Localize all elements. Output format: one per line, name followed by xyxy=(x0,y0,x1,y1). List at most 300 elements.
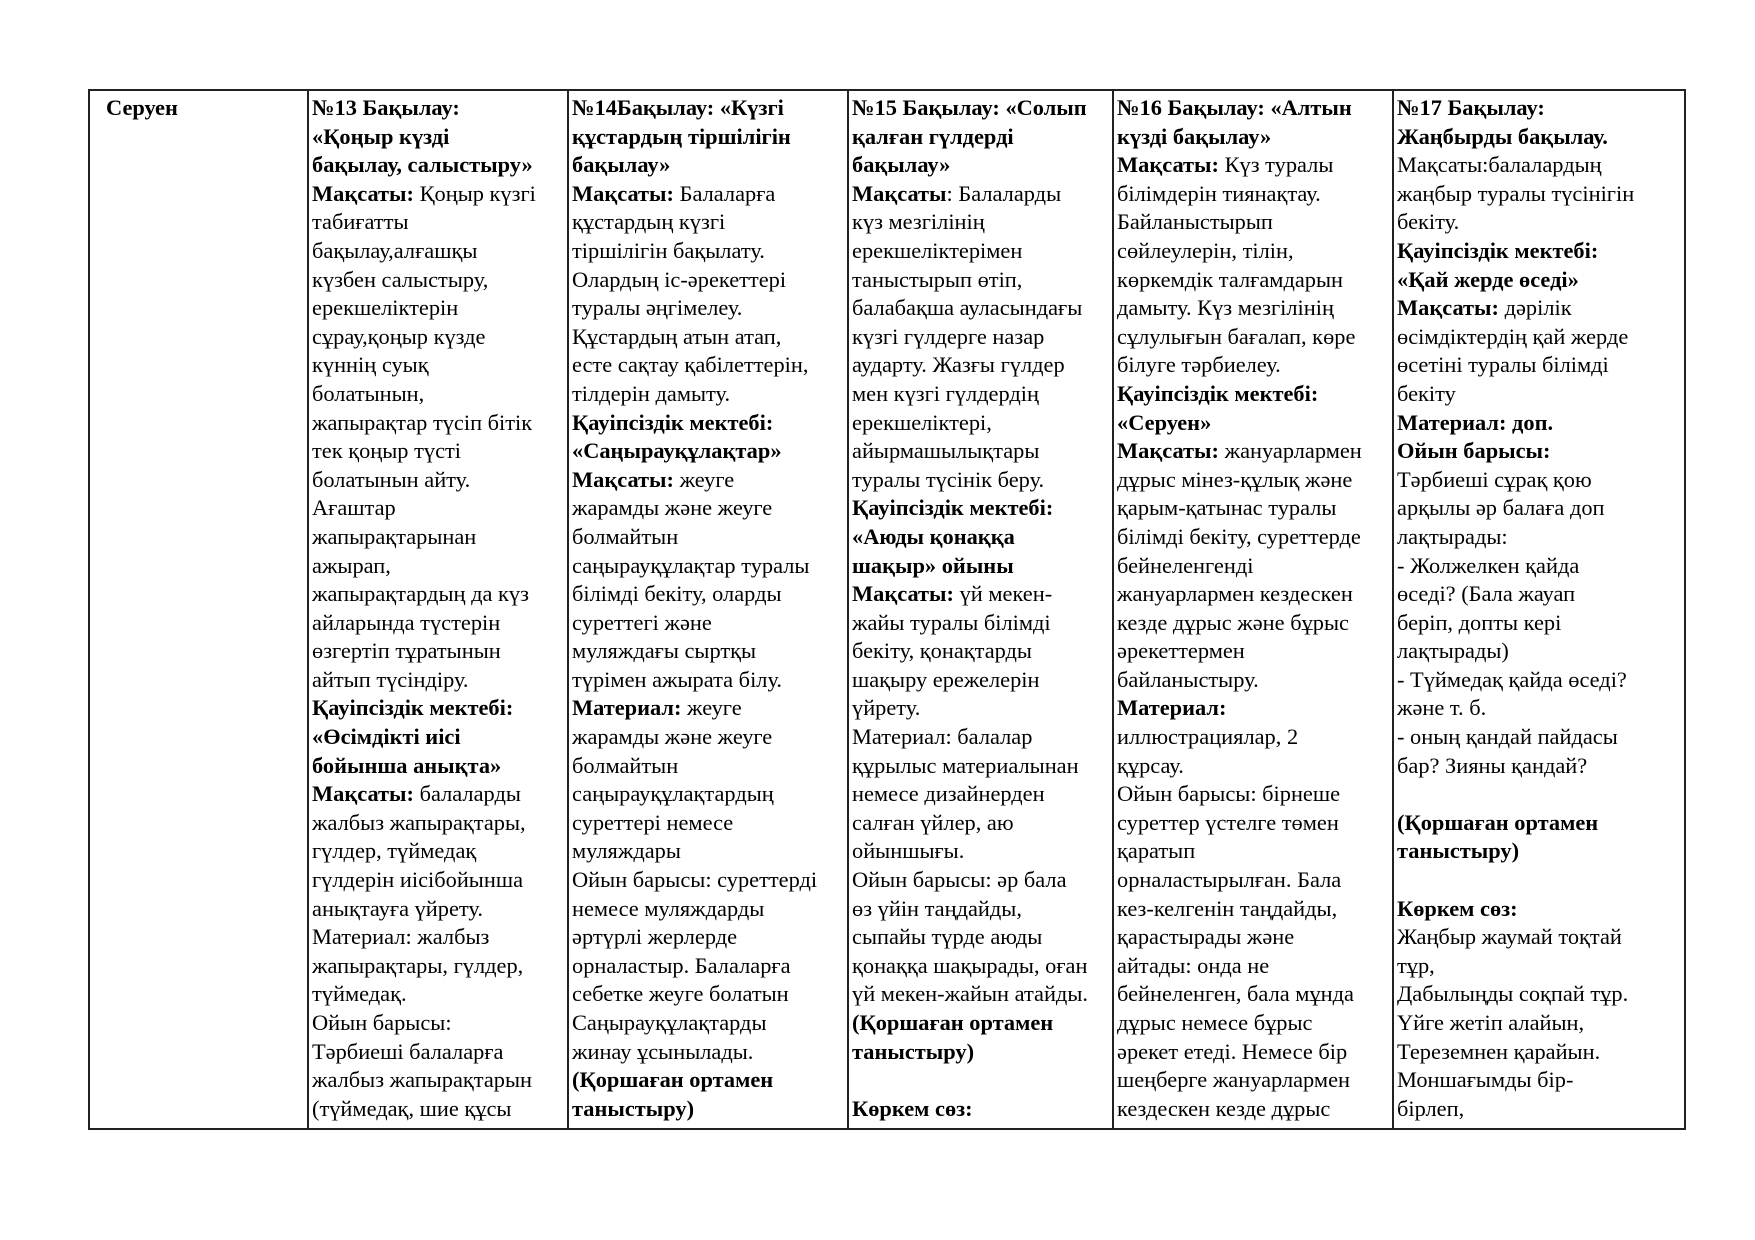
plain-text: қонаққа шақырады, оған xyxy=(852,952,1088,978)
plain-text: Байланыстырып xyxy=(1117,209,1273,235)
bold-text: Қауіпсіздік мектебі: xyxy=(1117,380,1319,406)
text-line xyxy=(572,723,844,752)
text-line xyxy=(572,523,844,552)
text-line xyxy=(852,723,1109,752)
text-line xyxy=(572,351,844,380)
bold-text: №14Бақылау: «Күзгі xyxy=(572,95,784,120)
bold-text: Қауіпсіздік мектебі: xyxy=(852,495,1054,521)
bold-text: «Саңырауқұлақтар» xyxy=(572,438,782,464)
text-line xyxy=(1397,609,1681,638)
plain-text: қарым-қатынас туралы xyxy=(1117,495,1337,521)
plain-text: болмайтын xyxy=(572,752,679,778)
text-line xyxy=(572,837,844,866)
plain-text: гүлдер, түймедақ xyxy=(312,838,477,864)
text-line xyxy=(852,980,1109,1009)
plain-text: ерекшеліктерімен xyxy=(852,237,1023,263)
plain-text: сыпайы түрде аюды xyxy=(852,924,1043,950)
plain-text: күзгі гүлдерге назар xyxy=(852,323,1045,349)
text-line xyxy=(1397,523,1681,552)
text-line xyxy=(312,523,564,552)
text-line xyxy=(1117,980,1389,1009)
bold-text: күзді бақылау» xyxy=(1117,123,1272,149)
plain-text: арқылы әр балаға доп xyxy=(1397,495,1605,521)
text-line xyxy=(312,694,564,723)
text-line xyxy=(572,1095,844,1124)
plain-text: әрекеттермен xyxy=(1117,638,1245,664)
text-line xyxy=(1397,666,1681,695)
bold-text: таныстыру) xyxy=(852,1038,975,1064)
text-line xyxy=(312,923,564,952)
text-line xyxy=(1117,694,1389,723)
text-line xyxy=(312,552,564,581)
bold-text: Мақсаты: xyxy=(1117,438,1219,464)
plain-text: шеңберге жануарлармен xyxy=(1117,1067,1351,1093)
text-line xyxy=(312,580,564,609)
plain-text: болмайтын xyxy=(572,523,679,549)
plain-text: құстардың күзгі xyxy=(572,209,726,235)
text-line xyxy=(852,552,1109,581)
plain-text: Қоңыр күзгі xyxy=(414,180,536,206)
plain-text: түрімен ажырата білу. xyxy=(572,666,783,692)
text-line xyxy=(312,666,564,695)
text-line xyxy=(1397,752,1681,781)
bold-text: Материал: xyxy=(1117,695,1227,721)
plain-text: тұр, xyxy=(1397,952,1435,978)
plain-text: өседі? (Бала жауап xyxy=(1397,581,1576,607)
plain-text: балаларды xyxy=(414,781,521,807)
plain-text: білімді бекіту, оларды xyxy=(572,581,782,607)
bold-text: қалған гүлдерді xyxy=(852,123,1014,149)
plain-text: жалбыз жапырақтары, xyxy=(312,809,526,835)
text-line xyxy=(312,237,564,266)
text-line xyxy=(1117,1038,1389,1067)
bold-text: «Өсімдікті иісі xyxy=(312,724,461,750)
bold-text: бойынша анықта» xyxy=(312,752,502,778)
text-line xyxy=(572,895,844,924)
plain-text: білімдерін тиянақтау. xyxy=(1117,180,1321,206)
plain-text: Дабылыңды соқпай тұр. xyxy=(1397,981,1629,1007)
plain-text: күзбен салыстыру, xyxy=(312,266,489,292)
plain-text: бар? Зияны қандай? xyxy=(1397,752,1588,778)
plain-text: жапырақтардың да күз xyxy=(312,581,529,607)
text-line xyxy=(312,837,564,866)
plain-text: лақтырады: xyxy=(1397,523,1508,549)
text-line xyxy=(572,208,844,237)
plain-text: түймедақ. xyxy=(312,981,407,1007)
text-line xyxy=(1117,752,1389,781)
table-row xyxy=(89,90,1685,1129)
plain-text: Ойын барысы: суреттерді xyxy=(572,867,818,893)
plain-text: білімді бекіту, суреттерде xyxy=(1117,523,1361,549)
text-line xyxy=(572,466,844,495)
text-line xyxy=(1397,351,1681,380)
plain-text: саңырауқұлақтардың xyxy=(572,781,774,807)
plain-text: әрекет етеді. Немесе бір xyxy=(1117,1038,1348,1064)
plain-text: сұлулығын бағалап, көре xyxy=(1117,323,1356,349)
bold-text: Мақсаты: xyxy=(1117,152,1219,178)
text-line xyxy=(1117,637,1389,666)
text-line xyxy=(312,294,564,323)
plain-text: саңырауқұлақтар туралы xyxy=(572,552,810,578)
text-line xyxy=(1117,952,1389,981)
plain-text: құрылыс материалынан xyxy=(852,752,1079,778)
text-line xyxy=(852,437,1109,466)
text-line xyxy=(852,380,1109,409)
plain-text: жаңбыр туралы түсінігін xyxy=(1397,180,1635,206)
plain-text: жалбыз жапырақтарын xyxy=(312,1067,533,1093)
text-line xyxy=(852,1095,1109,1124)
text-line xyxy=(1397,866,1681,895)
text-line xyxy=(572,694,844,723)
bold-text: Мақсаты: xyxy=(1397,295,1499,321)
text-line xyxy=(572,1009,844,1038)
plain-text: айтады: онда не xyxy=(1117,952,1270,978)
bold-text: Қауіпсіздік мектебі: xyxy=(1397,237,1599,263)
plain-text: жапырақтар түсіп бітік xyxy=(312,409,533,435)
plain-text: табиғатты xyxy=(312,209,409,235)
text-line xyxy=(852,580,1109,609)
text-line xyxy=(1117,466,1389,495)
plain-text: жеуге xyxy=(674,466,735,492)
plain-text: ерекшеліктері, xyxy=(852,409,992,435)
bold-text: шақыр» ойыны xyxy=(852,552,1014,578)
plain-text: сөйлеулерін, тілін, xyxy=(1117,237,1294,263)
plain-text: жинау ұсынылады. xyxy=(572,1038,754,1064)
text-line xyxy=(1397,380,1681,409)
plain-text: айтып түсіндіру. xyxy=(312,666,469,692)
plain-text: немесе дизайнерден xyxy=(852,781,1045,807)
text-line xyxy=(1397,895,1681,924)
plain-text: Материал: балалар xyxy=(852,724,1033,750)
plain-text: ойыншығы. xyxy=(852,838,965,864)
plain-text: бекіту, қонақтарды xyxy=(852,638,1032,664)
plain-text: бейнеленген, бала мұнда xyxy=(1117,981,1354,1007)
plain-text: туралы түсінік беру. xyxy=(852,466,1045,492)
text-line xyxy=(852,837,1109,866)
plain-text: айырмашылықтары xyxy=(852,438,1040,464)
text-line xyxy=(852,923,1109,952)
text-line xyxy=(312,780,564,809)
plain-text: дұрыс немесе бұрыс xyxy=(1117,1010,1313,1035)
row-label-cell xyxy=(89,90,308,1129)
text-line xyxy=(1397,580,1681,609)
text-line xyxy=(1117,494,1389,523)
plain-text: және т. б. xyxy=(1397,695,1487,721)
plain-text: салған үйлер, аю xyxy=(852,809,1014,835)
text-line xyxy=(312,866,564,895)
plain-text: көркемдік талғамдарын xyxy=(1117,266,1343,292)
text-line xyxy=(312,409,564,438)
text-line xyxy=(312,266,564,295)
observation-17-cell xyxy=(1393,90,1685,1129)
plain-text: Күз туралы xyxy=(1219,152,1334,178)
plain-text: болатынын айту. xyxy=(312,466,471,492)
observation-15-cell xyxy=(848,90,1113,1129)
plain-text: білуге тәрбиелеу. xyxy=(1117,352,1281,378)
text-line xyxy=(852,409,1109,438)
text-line xyxy=(1397,323,1681,352)
plain-text: өзгертіп тұратынын xyxy=(312,638,501,664)
text-line xyxy=(312,180,564,209)
bold-text: Материал: доп. xyxy=(1397,409,1554,435)
plain-text: дәрілік xyxy=(1499,295,1572,321)
plain-text: Ойын барысы: әр бала xyxy=(852,867,1067,893)
plain-text: Моншағымды бір- xyxy=(1397,1067,1574,1093)
text-line xyxy=(312,809,564,838)
text-line xyxy=(852,1066,1109,1095)
plain-text: суреттегі және xyxy=(572,609,712,635)
text-line xyxy=(852,208,1109,237)
plain-text: бейнеленгенді xyxy=(1117,552,1254,578)
text-line xyxy=(1397,837,1681,866)
text-line xyxy=(1397,294,1681,323)
plain-text: беріп, допты кері xyxy=(1397,609,1562,635)
text-line xyxy=(572,294,844,323)
text-line xyxy=(852,1009,1109,1038)
text-line xyxy=(572,323,844,352)
text-line xyxy=(1117,923,1389,952)
text-line xyxy=(852,1038,1109,1067)
bold-text: №15 Бақылау: «Солып xyxy=(852,95,1087,120)
text-line xyxy=(572,437,844,466)
text-line xyxy=(572,123,844,152)
text-line xyxy=(1117,409,1389,438)
plain-text: анықтауға үйрету. xyxy=(312,895,483,921)
text-line xyxy=(572,866,844,895)
text-line xyxy=(1117,437,1389,466)
text-line xyxy=(312,323,564,352)
plain-text: Тәрбиеші сұрақ қою xyxy=(1397,466,1592,492)
text-line xyxy=(312,1095,564,1124)
plain-text: Материал: жалбыз xyxy=(312,924,490,950)
text-line xyxy=(1117,94,1389,123)
bold-text: Көркем сөз: xyxy=(852,1095,973,1121)
text-line xyxy=(1117,180,1389,209)
plain-text: бекіту xyxy=(1397,380,1456,406)
plain-text: жапырақтарынан xyxy=(312,523,477,549)
text-line xyxy=(572,266,844,295)
plain-text: тілдерін дамыту. xyxy=(572,380,731,406)
text-line xyxy=(852,151,1109,180)
text-line xyxy=(572,780,844,809)
text-line xyxy=(572,609,844,638)
text-line xyxy=(852,609,1109,638)
text-line xyxy=(1397,208,1681,237)
text-line xyxy=(312,123,564,152)
text-line xyxy=(852,666,1109,695)
plain-text: жануарлармен кездескен xyxy=(1117,581,1353,607)
text-line xyxy=(312,723,564,752)
observation-13-cell xyxy=(308,90,568,1129)
plain-text: дұрыс мінез-құлық және xyxy=(1117,466,1353,492)
bold-text: Мақсаты: xyxy=(572,180,674,206)
text-line xyxy=(852,523,1109,552)
text-line xyxy=(572,237,844,266)
plain-text: айларында түстерін xyxy=(312,609,501,635)
text-line xyxy=(312,1066,564,1095)
text-line xyxy=(572,1038,844,1067)
text-line xyxy=(1117,1095,1389,1124)
text-line xyxy=(1397,437,1681,466)
text-line xyxy=(572,151,844,180)
text-line xyxy=(1117,351,1389,380)
plain-text: байланыстыру. xyxy=(1117,666,1259,692)
bold-text: (Қоршаған ортамен xyxy=(572,1067,774,1093)
text-line xyxy=(312,952,564,981)
bold-text: бақылау, салыстыру» xyxy=(312,152,533,178)
text-line xyxy=(852,294,1109,323)
plain-text: жарамды және жеуге xyxy=(572,724,773,750)
row-label: Серуен xyxy=(106,95,178,120)
text-line xyxy=(852,237,1109,266)
text-line xyxy=(572,923,844,952)
plain-text: Балаларға xyxy=(674,180,776,206)
plain-text: немесе муляждарды xyxy=(572,895,765,921)
bold-text: Мақсаты xyxy=(852,180,947,206)
text-line xyxy=(852,266,1109,295)
text-line xyxy=(312,351,564,380)
plain-text: кез-келгенін таңдайды, xyxy=(1117,895,1338,921)
observation-16-cell xyxy=(1113,90,1393,1129)
plain-text: өз үйін таңдайды, xyxy=(852,895,1022,921)
text-line xyxy=(852,895,1109,924)
text-line xyxy=(572,580,844,609)
text-line xyxy=(1397,494,1681,523)
plain-text: дамыту. Күз мезгілінің xyxy=(1117,295,1334,321)
bold-text: №13 Бақылау: xyxy=(312,95,460,120)
text-line xyxy=(312,752,564,781)
plain-text: бақылау,алғашқы xyxy=(312,237,478,263)
text-line xyxy=(1397,266,1681,295)
plain-text: шақыру ережелерін xyxy=(852,666,1040,692)
text-line xyxy=(1397,151,1681,180)
observation-14-cell xyxy=(568,90,848,1129)
text-line xyxy=(1397,552,1681,581)
text-line xyxy=(1117,523,1389,552)
text-line xyxy=(572,552,844,581)
plain-text: гүлдерін иісібойынша xyxy=(312,867,524,893)
text-line xyxy=(1117,294,1389,323)
text-line xyxy=(1117,809,1389,838)
plain-text: күз мезгілінің xyxy=(852,209,985,235)
text-line xyxy=(1397,694,1681,723)
plain-text: құрсау. xyxy=(1117,752,1184,778)
text-line xyxy=(852,866,1109,895)
plain-text: есте сақтау қабілеттерін, xyxy=(572,352,809,378)
text-line xyxy=(1397,94,1681,123)
plain-text: суреттер үстелге төмен xyxy=(1117,809,1339,835)
bold-text: Мақсаты: xyxy=(312,781,414,807)
text-line xyxy=(1397,809,1681,838)
text-line xyxy=(312,1038,564,1067)
plain-text: үйрету. xyxy=(852,695,921,721)
text-line xyxy=(312,494,564,523)
text-line xyxy=(572,637,844,666)
plain-text: кезде дұрыс және бұрыс xyxy=(1117,609,1349,635)
bold-text: таныстыру) xyxy=(572,1095,695,1121)
plain-text: Құстардың атын атап, xyxy=(572,323,782,349)
plain-text: жарамды және жеуге xyxy=(572,495,773,521)
text-line xyxy=(572,809,844,838)
bold-text: «Қай жерде өседі» xyxy=(1397,266,1579,292)
text-line xyxy=(312,980,564,1009)
text-line xyxy=(1397,180,1681,209)
text-line xyxy=(1117,1066,1389,1095)
plain-text: үй мекен-жайын атайды. xyxy=(852,981,1088,1007)
plain-text: - оның қандай пайдасы xyxy=(1397,724,1618,750)
text-line xyxy=(1397,237,1681,266)
text-line xyxy=(1397,723,1681,752)
plain-text: Ойын барысы: xyxy=(312,1010,452,1035)
text-line xyxy=(1397,952,1681,981)
text-line xyxy=(312,895,564,924)
text-line xyxy=(1397,637,1681,666)
plain-text: ерекшеліктерін xyxy=(312,295,459,321)
text-line xyxy=(1397,466,1681,495)
plain-text: өсімдіктердің қай жерде xyxy=(1397,323,1629,349)
text-line xyxy=(1397,780,1681,809)
text-line xyxy=(852,323,1109,352)
plain-text: жайы туралы білімді xyxy=(852,609,1051,635)
bold-text: №16 Бақылау: «Алтын xyxy=(1117,95,1352,120)
text-line xyxy=(1117,580,1389,609)
text-line xyxy=(852,809,1109,838)
bold-text: Мақсаты: xyxy=(312,180,414,206)
text-line xyxy=(572,180,844,209)
text-line xyxy=(312,380,564,409)
plain-text: иллюстрациялар, 2 xyxy=(1117,724,1299,750)
plain-text: туралы әңгімелеу. xyxy=(572,295,743,321)
plain-text: Ойын барысы: бірнеше xyxy=(1117,781,1341,807)
text-line xyxy=(572,980,844,1009)
plain-text: балабақша ауласындағы xyxy=(852,295,1083,321)
plain-text: Олардың іс-әрекеттері xyxy=(572,266,787,292)
text-line xyxy=(1117,151,1389,180)
plain-text: бірлеп, xyxy=(1397,1095,1465,1121)
text-line xyxy=(572,1066,844,1095)
text-line xyxy=(312,609,564,638)
plain-text: - Жолжелкен қайда xyxy=(1397,552,1580,578)
text-line xyxy=(1117,1009,1389,1038)
bold-text: Материал: xyxy=(572,695,682,721)
plain-text: аударту. Жазғы гүлдер xyxy=(852,352,1065,378)
text-line xyxy=(1397,409,1681,438)
bold-text: (Қоршаған ортамен xyxy=(1397,809,1599,835)
text-line xyxy=(1117,552,1389,581)
bold-text: құстардың тіршілігін xyxy=(572,123,791,149)
plain-text: Тәрбиеші балаларға xyxy=(312,1038,504,1064)
text-line xyxy=(852,637,1109,666)
text-line xyxy=(572,752,844,781)
bold-text: (Қоршаған ортамен xyxy=(852,1010,1054,1035)
plain-text: күннің суық xyxy=(312,352,429,378)
text-line xyxy=(1397,980,1681,1009)
text-line xyxy=(572,952,844,981)
plain-text: тіршілігін бақылату. xyxy=(572,237,765,263)
bold-text: бақылау» xyxy=(852,152,951,178)
plain-text: Мақсаты:балалардың xyxy=(1397,152,1602,178)
text-line xyxy=(852,780,1109,809)
text-line xyxy=(1117,723,1389,752)
bold-text: Қауіпсіздік мектебі: xyxy=(312,695,514,721)
text-line xyxy=(852,952,1109,981)
walk-plan-table xyxy=(88,89,1686,1130)
text-line xyxy=(312,94,564,123)
text-line xyxy=(312,1009,564,1038)
text-line xyxy=(1397,1066,1681,1095)
plain-text: сұрау,қоңыр күзде xyxy=(312,323,486,349)
plain-text: жеуге xyxy=(681,695,742,721)
